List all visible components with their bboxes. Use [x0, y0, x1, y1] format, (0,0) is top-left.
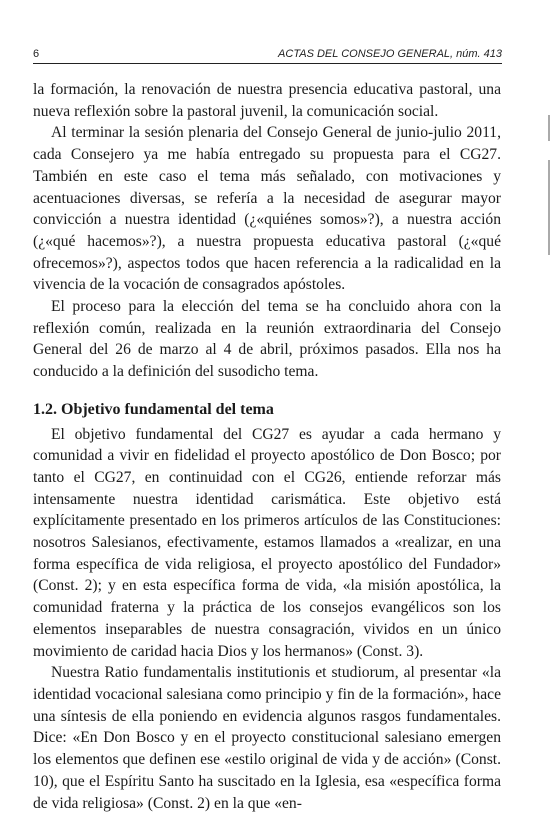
body-text — [33, 79, 501, 814]
running-header — [33, 48, 502, 64]
paragraph: Nuestra Ratio fundamentalis institutionis et studiorum, al presentar «la identidad vocacional salesiana como principio y fin de la formación», hace una síntesis de ella poniendo en evidencia algunos rasgos fundamentales. Dice: «En Don Bosco y en el proyecto constitucional salesiano emergen los elementos que definen ese «estilo original de vida y de acción» (Const. 10), que el Espíritu Santo ha suscitado en la Iglesia, esa «específica forma de vida religiosa» (Const. 2) en la que «en- — [33, 664, 501, 812]
page-number: 6 — [33, 48, 40, 60]
paragraph: El objetivo fundamental del CG27 es ayudar a cada hermano y comunidad a vivir en fidelidad el proyecto apostólico de Don Bosco; por tanto el CG27, en continuidad con el CG26, entiende reforzar más intensamente nuestra identidad carismática. Este objetivo está explícitamente presentado en los primeros artículos de las Constituciones: nosotros Salesianos, efectivamente, estamos llamados a «realizar, en una forma específica de vida religiosa, el proyecto apostólico del Fundador» (Const. 2); y en esta específica forma de vida, «la misión apostólica, la comunidad fraterna y la práctica de los consejos evangélicos son los elementos inseparables de nuestra consagración, vividos en un único movimiento de caridad hacia Dios y los hermanos» (Const. 3). — [33, 425, 501, 660]
paragraph: Al terminar la sesión plenaria del Consejo General de junio-julio 2011, cada Consejero ya me había entregado su propuesta para el CG27. También en este caso el tema más señalado, con motivaciones y acentuaciones diversas, se refería a la necesidad de asegurar mayor convicción a nuestra identidad (¿«quiénes somos»?), a nuestra acción (¿«qué hacemos»?), a nuestra propuesta educativa pastoral (¿«qué ofrecemos»?), aspectos todos que hacen referencia a la radicalidad en la vivencia de la vocación de consagrados apóstoles. — [33, 124, 501, 294]
paragraph: El proceso para la elección del tema se ha concluido ahora con la reflexión común, realizada en la reunión extraordinaria del Consejo General del 26 de marzo al 4 de abril, próximos pasados. Ella nos ha conducido a la definición del susodicho tema. — [33, 298, 501, 381]
paragraph: la formación, la renovación de nuestra presencia educativa pastoral, una nueva reflexión sobre la pastoral juvenil, la comunicación social. — [33, 81, 501, 120]
running-title: ACTAS DEL CONSEJO GENERAL, núm. 413 — [278, 48, 502, 60]
section-heading: 1.2. Objetivo fundamental del tema — [33, 400, 274, 418]
